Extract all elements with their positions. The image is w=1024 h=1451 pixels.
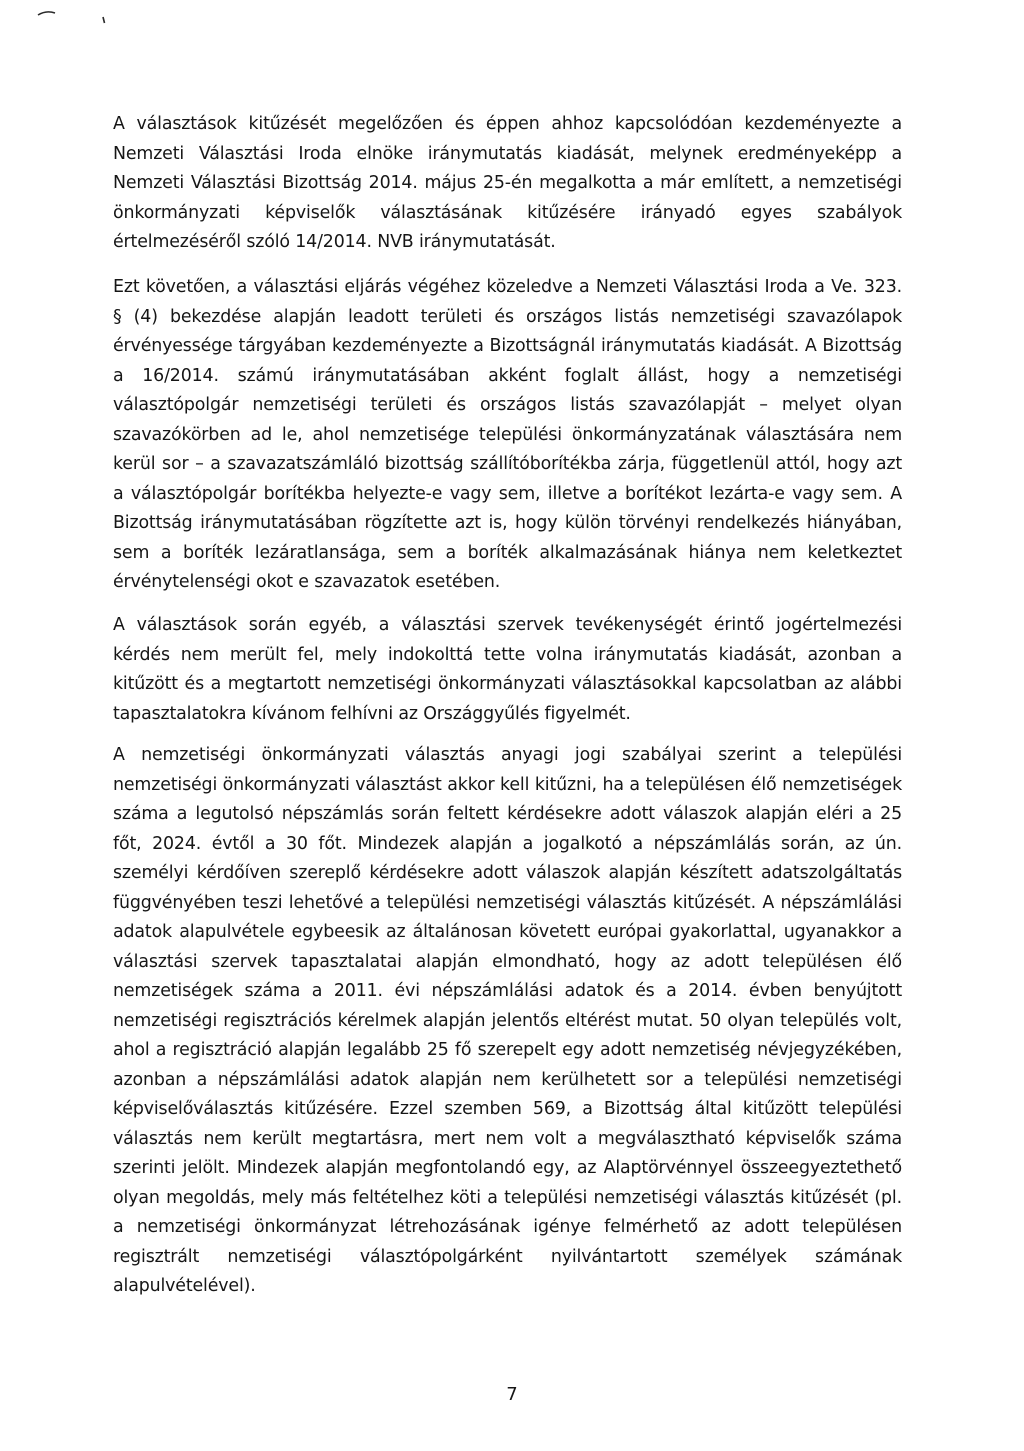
paragraph-4: A nemzetiségi önkormányzati választás anyagi jogi szabályai szerint a települési nemzetiségi önkormányzati választást akkor kell kitűzni, ha a településen élő nemzetiségek száma a legutolsó népszámlás során feltett kérdésekre adott válaszok alapján eléri a 25 főt, 2024. évtől a 30 főt. Mindezek alapján a jogalkotó a népszámlálás során, az ún. személyi kérdőíven szereplő kérdésekre adott válaszok alapján készített adatszolgáltatás függvényében teszi lehetővé a települési nemzetiségi választás kitűzését. A népszámlálási adatok alapulvétele egybeesik az általánosan követett európai gyakorlattal, ugyanakkor a választási szervek tapasztalatai alapján elmondható, hogy az adott településen élő nemzetiségek száma a 2011. évi népszámlálási adatok és a 2014. évben benyújtott nemzetiségi regisztrációs kérelmek alapján jelentős eltérést mutat. 50 olyan település volt, ahol a regisztráció alapján legalább 25 fő szerepelt egy adott nemzetiség névjegyzékében, azonban a népszámlálási adatok alapján nem kerülhetett sor a települési nemzetiségi képviselőválasztás kitűzésére. Ezzel szemben 569, a Bizottság által kitűzött települési választás nem került megtartásra, mert nem volt a megválasztható képviselők száma szerinti jelölt. Mindezek alapján megfontolandó egy, az Alaptörvénnyel összeegyeztethető olyan megoldás, mely más feltételhez köti a települési nemzetiségi választás kitűzését (pl. a nemzetiségi önkormányzat létrehozásának igénye felmérhető az adott településen regisztrált nemzetiségi választópolgárként nyilvántartott személyek számának alapulvételével). xyxy=(113,745,902,1296)
paragraph-2: Ezt követően, a választási eljárás végéhez közeledve a Nemzeti Választási Iroda a Ve. 323. § (4) bekezdése alapján leadott területi és országos listás nemzetiségi szavazólapok érvényessége tárgyában kezdeményezte a Bizottságnál iránymutatás kiadását. A Bizottság a 16/2014. számú iránymutatásában akként foglalt állást, hogy a nemzetiségi választópolgár nemzetiségi területi és országos listás szavazólapját – melyet olyan szavazókörben ad le, ahol nemzetisége települési önkormányzatának választására nem kerül sor – a szavazatszámláló bizottság szállítóborítékba zárja, függetlenül attól, hogy azt a választópolgár borítékba helyezte-e vagy sem, illetve a borítékot lezárta-e vagy sem. A Bizottság iránymutatásában rögzítette azt is, hogy külön törvényi rendelkezés hiányában, sem a boríték lezáratlansága, sem a boríték alkalmazásának hiánya nem keletkeztet érvénytelenségi okot e szavazatok esetében. xyxy=(113,277,902,592)
paragraph-1: A választások kitűzését megelőzően és éppen ahhoz kapcsolódóan kezdeményezte a Nemzeti Választási Iroda elnöke iránymutatás kiadását, melynek eredményeképp a Nemzeti Választási Bizottság 2014. május 25-én megalkotta a már említett, a nemzetiségi önkormányzati képviselők választásának kitűzésére irányadó egyes szabályok értelmezéséről szóló 14/2014. NVB iránymutatását. xyxy=(113,114,902,252)
page-number: 7 xyxy=(506,1384,518,1405)
scan-mark-icon xyxy=(36,6,116,26)
paragraph-3: A választások során egyéb, a választási szervek tevékenységét érintő jogértelmezési kérdés nem merült fel, mely indokolttá tette volna iránymutatás kiadását, azonban a kitűzött és a megtartott nemzetiségi önkormányzati választásokkal kapcsolatban az alábbi tapasztalatokra kívánom felhívni az Országgyűlés figyelmét. xyxy=(113,615,902,724)
